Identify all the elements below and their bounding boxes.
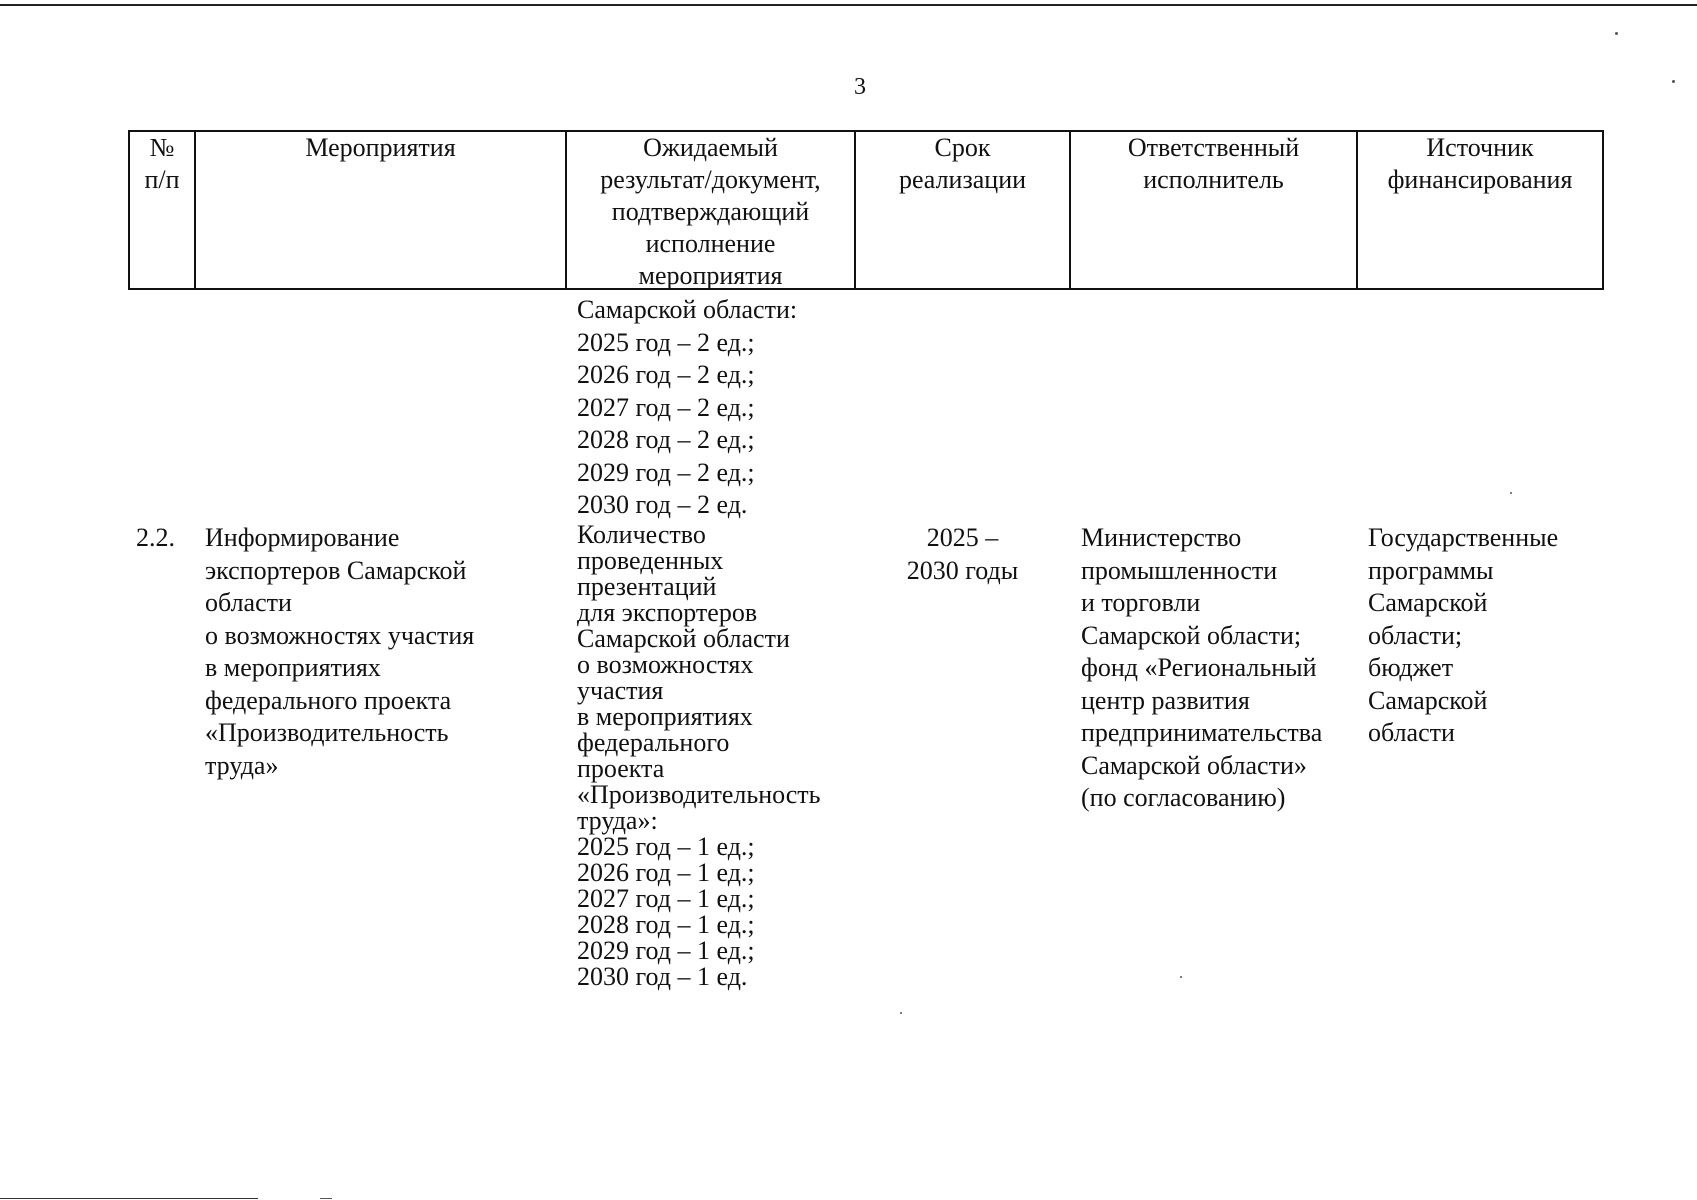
row-result: Количество проведенных презентаций для экспортеров Самарской области о возможностях участия в мероприятиях федерального проекта «Производительность труда»: 2025 год – 1 ед.; 2026 год – 1 ед.; 2027 год – 1 ед.; 2028 год – 1 ед.; 2029 год – 1 ед.; 2030 год – 1 ед.: [577, 520, 821, 991]
header-responsible: Ответственный исполнитель: [1127, 133, 1300, 194]
header-activity: Мероприятия: [305, 133, 456, 162]
row-responsible: Министерство промышленности и торговли Самарской области; фонд «Региональный центр развития предпринимательства Самарской области» (по согласованию): [1081, 523, 1323, 812]
page-number: 3: [854, 74, 866, 100]
scan-speck: [1510, 492, 1512, 494]
header-term: Срок реализации: [898, 133, 1027, 194]
footnote-rule: [0, 1198, 258, 1199]
scan-speck: [320, 1198, 332, 1199]
row-term: 2025 – 2030 годы: [906, 523, 1019, 585]
scan-speck: [1180, 976, 1182, 978]
row-activity: Информирование экспортеров Самарской области о возможностях участия в мероприятиях федерального проекта «Производительность труда»: [205, 523, 475, 780]
header-funding: Источник финансирования: [1387, 133, 1573, 194]
carryover-result: Самарской области: 2025 год – 2 ед.; 2026 год – 2 ед.; 2027 год – 2 ед.; 2028 год – 2 ед.; 2029 год – 2 ед.; 2030 год – 2 ед.: [577, 295, 798, 519]
scan-speck: [1615, 32, 1618, 35]
header-number: № п/п: [144, 133, 180, 194]
top-rule: [0, 4, 1697, 6]
row-funding: Государственные программы Самарской области; бюджет Самарской области: [1368, 523, 1559, 747]
header-result: Ожидаемый результат/документ, подтверждающий исполнение мероприятия: [600, 133, 821, 290]
scan-speck: [900, 1012, 902, 1014]
row-number: 2.2.: [136, 523, 175, 552]
scan-speck: [1672, 80, 1675, 83]
